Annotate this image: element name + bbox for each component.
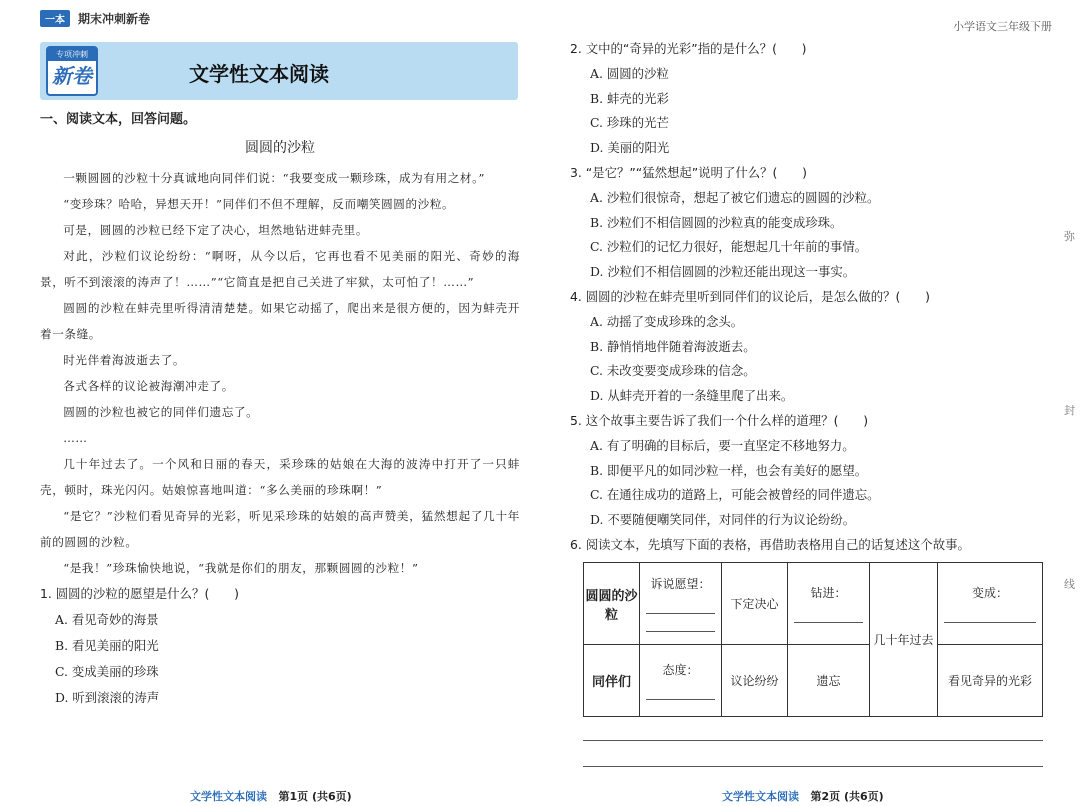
- footer-right: 文学性文本阅读 第2页 (共6页): [722, 790, 884, 803]
- question-5: 5. 这个故事主要告诉了我们一个什么样的道理？( ): [570, 412, 869, 428]
- story-paragraph: 几十年过去了。一个风和日丽的春天，采珍珠的姑娘在大海的波涛中打开了一只蚌壳，顿时，珠光闪闪。姑娘惊喜地叫道：“多么美丽的珍珠啊！”: [40, 457, 520, 497]
- question-6: 6. 阅读文本，先填写下面的表格，再借助表格用自己的话复述这个故事。: [570, 536, 970, 552]
- banner-title: 文学性文本阅读: [189, 62, 329, 86]
- option[interactable]: C. 沙粒们的记忆力很好，能想起几十年前的事情。: [590, 239, 868, 255]
- attitude-cell[interactable]: 态度：: [640, 645, 722, 717]
- option[interactable]: D. 听到滚滚的涛声: [55, 690, 160, 705]
- story-paragraph: 可是，圆圆的沙粒已经下定了决心，坦然地钻进蚌壳里。: [63, 223, 369, 237]
- question-1: 1. 圆圆的沙粒的愿望是什么？( ): [40, 586, 239, 601]
- footer-left: 文学性文本阅读 第1页 (共6页): [190, 790, 352, 803]
- wish-cell[interactable]: 诉说愿望：: [640, 563, 722, 645]
- option[interactable]: B. 即便平凡的如同沙粒一样，也会有美好的愿望。: [590, 462, 868, 478]
- margin-char: 封: [1064, 404, 1075, 417]
- option[interactable]: A. 圆圆的沙粒: [590, 65, 669, 81]
- brand-badge: 一本: [40, 10, 70, 27]
- option[interactable]: C. 在通往成功的道路上，可能会被曾经的同伴遗忘。: [590, 487, 880, 503]
- retell-table: [583, 562, 1043, 717]
- option[interactable]: D. 从蚌壳开着的一条缝里爬了出来。: [590, 388, 794, 404]
- story-paragraph: “是我！”珍珠愉快地说，“我就是你们的朋友，那颗圆圆的沙粒！”: [63, 561, 419, 575]
- right-page: [570, 37, 1040, 558]
- option[interactable]: C. 未改变要变成珍珠的信念。: [590, 363, 756, 379]
- question-2: 2. 文中的“奇异的光彩”指的是什么？( ): [570, 41, 807, 56]
- option[interactable]: A. 沙粒们很惊奇，想起了被它们遗忘的圆圆的沙粒。: [590, 189, 880, 205]
- decide-cell: 下定决心: [722, 563, 788, 645]
- forget-cell: 遗忘: [788, 645, 870, 717]
- story-paragraph: 圆圆的沙粒也被它的同伴们遗忘了。: [63, 405, 259, 419]
- row-head-peers: 同伴们: [584, 645, 640, 717]
- question-4: 4. 圆圆的沙粒在蚌壳里听到同伴们的议论后，是怎么做的？( ): [570, 288, 930, 304]
- option[interactable]: B. 静悄悄地伴随着海波逝去。: [590, 338, 756, 354]
- story-paragraph: “变珍珠？哈哈，异想天开！”同伴们不但不理解，反而嘲笑圆圆的沙粒。: [63, 197, 455, 211]
- option[interactable]: D. 美丽的阳光: [590, 140, 670, 156]
- option[interactable]: A. 有了明确的目标后，要一直坚定不移地努力。: [590, 437, 855, 453]
- story-paragraph: 时光伴着海波逝去了。: [63, 353, 186, 367]
- row-head-sand: 圆圆的沙粒: [584, 563, 640, 645]
- story-paragraph: 各式各样的议论被海潮冲走了。: [63, 379, 234, 393]
- grade-label: 小学语文三年级下册: [953, 20, 1052, 33]
- story-paragraph: 一颗圆圆的沙粒十分真诚地向同伴们说：“我要变成一颗珍珠，成为有用之材。”: [63, 171, 486, 185]
- become-cell[interactable]: 变成：: [938, 563, 1043, 645]
- answer-line[interactable]: [583, 740, 1043, 741]
- blank-line[interactable]: [944, 605, 1036, 623]
- question-3: 3. “是它？”“猛然想起”说明了什么？( ): [570, 164, 807, 180]
- option[interactable]: A. 看见奇妙的海景: [55, 612, 159, 627]
- option[interactable]: D. 不要随便嘲笑同伴，对同伴的行为议论纷纷。: [590, 512, 856, 528]
- story-paragraph: 圆圆的沙粒在蚌壳里听得清清楚楚。如果它动摇了，爬出来是很方便的，因为蚌壳开着一条缝。: [40, 301, 520, 341]
- see-cell: 看见奇异的光彩: [938, 645, 1043, 717]
- discuss-cell: 议论纷纷: [722, 645, 788, 717]
- option[interactable]: A. 动摇了变成珍珠的念头。: [590, 313, 744, 329]
- answer-line[interactable]: [583, 766, 1043, 767]
- option[interactable]: C. 变成美丽的珍珠: [55, 664, 159, 679]
- series-title: 期末冲刺新卷: [78, 12, 151, 26]
- left-page: [40, 108, 520, 711]
- page-header: [40, 10, 150, 27]
- time-cell: 几十年过去: [870, 563, 938, 717]
- story-paragraph: 对此，沙粒们议论纷纷：“啊呀，从今以后，它再也看不见美丽的阳光、奇妙的海景，听不到滚滚的涛声了！……”“它简直是把自己关进了牢狱，太可怕了！……”: [40, 249, 520, 289]
- blank-line[interactable]: [646, 682, 715, 700]
- margin-char: 线: [1064, 578, 1075, 591]
- option[interactable]: B. 蚌壳的光彩: [590, 90, 669, 106]
- new-paper-logo: 专项冲刺 新卷: [46, 46, 98, 96]
- section-banner: [40, 42, 518, 100]
- option[interactable]: B. 沙粒们不相信圆圆的沙粒真的能变成珍珠。: [590, 214, 843, 230]
- section-heading: 一、阅读文本，回答问题。: [40, 112, 197, 127]
- option[interactable]: D. 沙粒们不相信圆圆的沙粒还能出现这一事实。: [590, 264, 856, 280]
- enter-cell[interactable]: 钻进：: [788, 563, 870, 645]
- story-paragraph: “是它？”沙粒们看见奇异的光彩，听见采珍珠的姑娘的高声赞美，猛然想起了几十年前的圆圆的沙粒。: [40, 509, 520, 549]
- option[interactable]: B. 看见美丽的阳光: [55, 638, 159, 653]
- story-title: 圆圆的沙粒: [245, 140, 315, 156]
- blank-line[interactable]: [794, 605, 863, 623]
- margin-char: 弥: [1064, 230, 1075, 243]
- option[interactable]: C. 珍珠的光芒: [590, 115, 669, 131]
- blank-line[interactable]: [646, 614, 715, 632]
- blank-line[interactable]: [646, 596, 715, 614]
- story-paragraph: ……: [63, 431, 88, 445]
